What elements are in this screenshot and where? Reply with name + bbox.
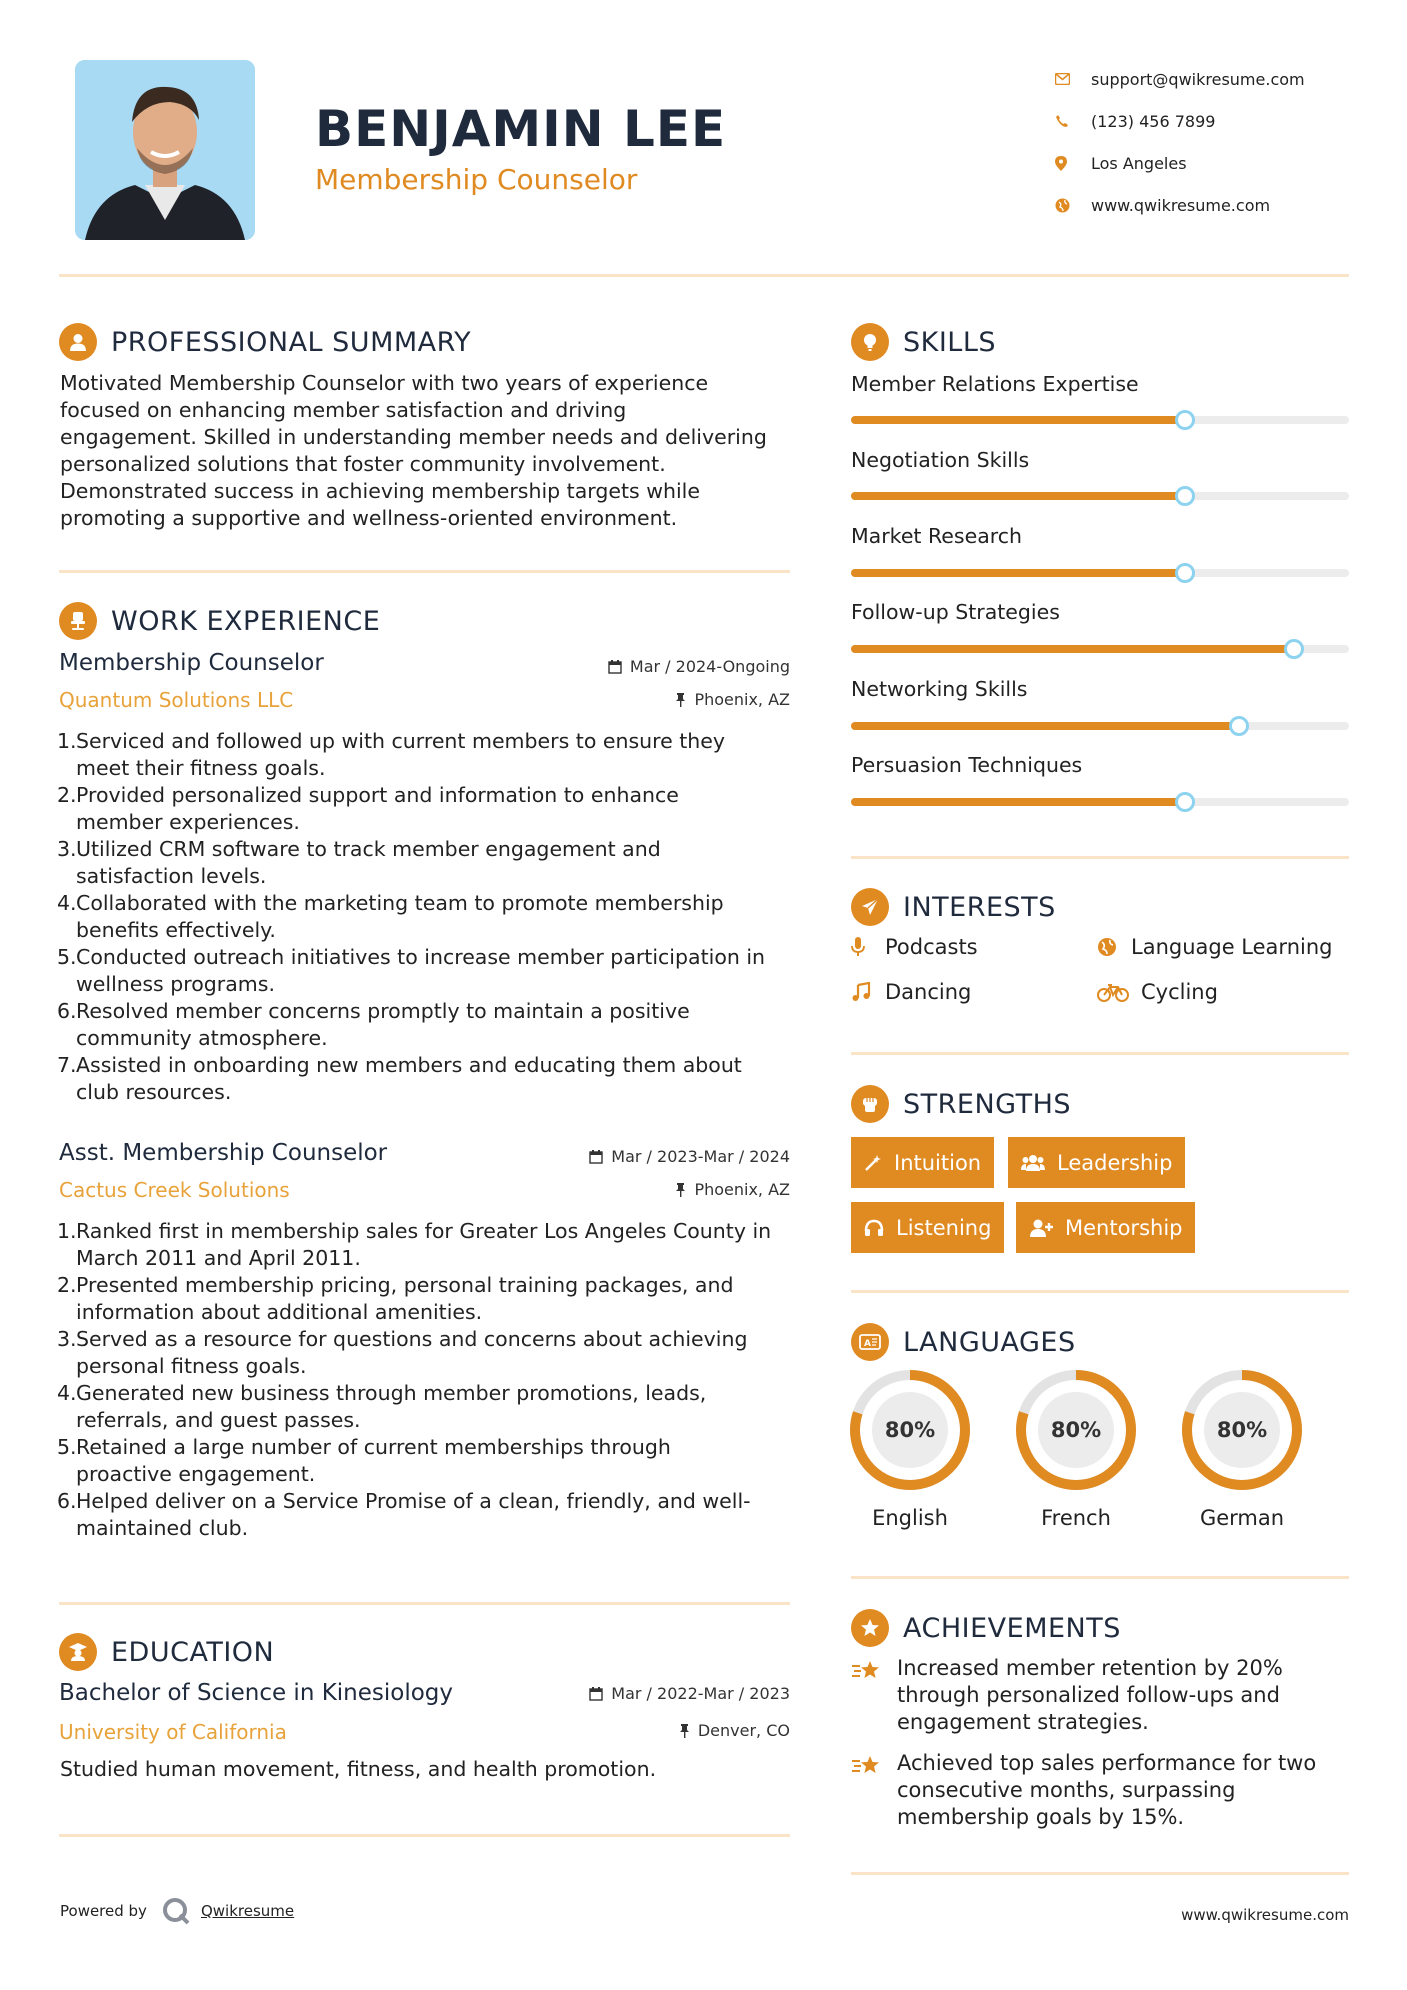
language-name: English bbox=[872, 1506, 948, 1530]
list-item: 3. Utilized CRM software to track member engagement and satisfaction levels. bbox=[57, 837, 661, 888]
music-note-icon bbox=[851, 982, 885, 1002]
achievement-line: Achieved top sales performance for two bbox=[897, 1751, 1317, 1775]
interest-item bbox=[1097, 935, 1332, 959]
bullet-line: personal fitness goals. bbox=[76, 1354, 307, 1378]
skill-fill bbox=[851, 569, 1185, 577]
list-item: 2. Provided personalized support and information to enhance member experiences. bbox=[57, 783, 679, 834]
bullet-line: club resources. bbox=[76, 1080, 232, 1104]
skill-name: Follow-up Strategies bbox=[851, 600, 1060, 624]
contact-email-text: support@qwikresume.com bbox=[1091, 69, 1305, 89]
skill-name: Market Research bbox=[851, 524, 1023, 548]
job-location-text: Phoenix, AZ bbox=[694, 1180, 790, 1199]
list-item: 4. Generated new business through member promotions, leads, referrals, and guest passes. bbox=[57, 1381, 707, 1432]
bullet-line: meet their fitness goals. bbox=[76, 756, 326, 780]
bullet-line: benefits effectively. bbox=[76, 918, 276, 942]
list-item: 6. Resolved member concerns promptly to maintain a positive community atmosphere. bbox=[57, 999, 690, 1050]
interest-item bbox=[851, 935, 978, 959]
bullet-line: information about additional amenities. bbox=[76, 1300, 483, 1324]
fist-icon bbox=[851, 1085, 889, 1123]
pushpin-icon bbox=[679, 1724, 690, 1738]
bullet-line: member experiences. bbox=[76, 810, 300, 834]
list-item: 6. Helped deliver on a Service Promise of a clean, friendly, and well- maintained club. bbox=[57, 1489, 751, 1540]
contact-location-text: Los Angeles bbox=[1091, 153, 1187, 173]
education-location bbox=[490, 1721, 790, 1740]
summary-line: engagement. Skilled in understanding member needs and delivering bbox=[60, 425, 767, 449]
calendar-icon bbox=[589, 1150, 603, 1164]
education-date-text: Mar / 2022-Mar / 2023 bbox=[611, 1684, 790, 1703]
skill-knob bbox=[1229, 716, 1249, 736]
skill-name: Persuasion Techniques bbox=[851, 753, 1083, 777]
bullet-line: Helped deliver on a Service Promise of a clean, friendly, and well- bbox=[76, 1489, 751, 1513]
list-item: 4. Collaborated with the marketing team to promote membership benefits effectively. bbox=[57, 891, 724, 942]
job-date-text: Mar / 2023-Mar / 2024 bbox=[611, 1147, 790, 1166]
strength-badge bbox=[1008, 1137, 1185, 1188]
skill-name: Member Relations Expertise bbox=[851, 372, 1139, 396]
summary-line: Motivated Membership Counselor with two years of experience bbox=[60, 371, 709, 395]
interests-title: INTERESTS bbox=[903, 891, 1056, 923]
header-divider bbox=[59, 274, 1349, 277]
education-header bbox=[59, 1633, 274, 1671]
contact-website-text: www.qwikresume.com bbox=[1091, 195, 1271, 215]
skill-fill bbox=[851, 722, 1239, 730]
achievement-line: engagement strategies. bbox=[897, 1710, 1149, 1734]
user-icon bbox=[59, 323, 97, 361]
job-company: Quantum Solutions LLC bbox=[59, 688, 294, 712]
globe-icon bbox=[1055, 198, 1091, 213]
skill-knob bbox=[1175, 563, 1195, 583]
skill-bar bbox=[851, 569, 1349, 577]
job-title: Membership Counselor bbox=[59, 650, 324, 676]
bullet-line: Generated new business through member promotions, leads, bbox=[76, 1381, 707, 1405]
bullet-line: Serviced and followed up with current members to ensure they bbox=[76, 729, 726, 753]
pushpin-icon bbox=[675, 693, 686, 707]
languages-header bbox=[851, 1323, 1076, 1361]
strengths-title: STRENGTHS bbox=[903, 1088, 1072, 1120]
language-name: French bbox=[1041, 1506, 1111, 1530]
user-plus-icon bbox=[1029, 1219, 1053, 1237]
strengths-header bbox=[851, 1085, 1071, 1123]
skill-fill bbox=[851, 645, 1294, 653]
bicycle-icon bbox=[1097, 982, 1141, 1002]
skill-bar bbox=[851, 645, 1349, 653]
bullet-line: Utilized CRM software to track member engagement and bbox=[76, 837, 661, 861]
bullet-line: wellness programs. bbox=[76, 972, 275, 996]
summary-line: personalized solutions that foster community involvement. bbox=[60, 452, 666, 476]
interest-label: Cycling bbox=[1141, 980, 1218, 1004]
candidate-role: Membership Counselor bbox=[315, 163, 638, 196]
skill-bar bbox=[851, 798, 1349, 806]
phone-icon bbox=[1055, 114, 1091, 128]
footer-powered-by bbox=[60, 1896, 294, 1926]
job-bullets bbox=[57, 1218, 797, 1542]
contact-location bbox=[1055, 142, 1355, 184]
language-percent: 80% bbox=[1216, 1418, 1268, 1442]
strength-label: Intuition bbox=[894, 1150, 982, 1175]
skill-fill bbox=[851, 492, 1185, 500]
strength-label: Leadership bbox=[1057, 1150, 1173, 1175]
mail-icon bbox=[1055, 73, 1091, 85]
bullet-line: referrals, and guest passes. bbox=[76, 1408, 361, 1432]
school-name: University of California bbox=[59, 1720, 287, 1744]
shooting-star-icon bbox=[851, 1750, 897, 1831]
summary-divider bbox=[59, 570, 790, 573]
skill-knob bbox=[1175, 410, 1195, 430]
language-name: German bbox=[1199, 1506, 1285, 1530]
work-header bbox=[59, 602, 380, 640]
education-title: EDUCATION bbox=[111, 1636, 275, 1668]
summary-header bbox=[59, 323, 471, 361]
skill-fill bbox=[851, 416, 1185, 424]
bullet-line: Served as a resource for questions and concerns about achieving bbox=[76, 1327, 748, 1351]
list-item: 7. Assisted in onboarding new members and educating them about club resources. bbox=[57, 1053, 742, 1104]
skills-title: SKILLS bbox=[903, 326, 997, 358]
education-location-text: Denver, CO bbox=[697, 1721, 790, 1740]
globe-icon bbox=[1097, 937, 1131, 957]
skill-knob bbox=[1175, 792, 1195, 812]
headphones-icon bbox=[864, 1219, 884, 1237]
interests-header bbox=[851, 888, 1056, 926]
list-item: 3. Served as a resource for questions and concerns about achieving personal fitness goals. bbox=[57, 1327, 748, 1378]
bullet-line: proactive engagement. bbox=[76, 1462, 316, 1486]
achievement-line: membership goals by 15%. bbox=[897, 1805, 1185, 1829]
bullet-line: Presented membership pricing, personal training packages, and bbox=[76, 1273, 734, 1297]
skill-fill bbox=[851, 798, 1185, 806]
job-location bbox=[490, 690, 790, 709]
language-item bbox=[1011, 1368, 1141, 1530]
contact-email[interactable] bbox=[1055, 58, 1355, 100]
bullet-line: maintained club. bbox=[76, 1516, 249, 1540]
bullet-line: Resolved member concerns promptly to maintain a positive bbox=[76, 999, 690, 1023]
strength-label: Mentorship bbox=[1065, 1215, 1183, 1240]
languages-title: LANGUAGES bbox=[903, 1326, 1076, 1358]
shooting-star-icon bbox=[851, 1655, 897, 1736]
users-icon bbox=[1021, 1154, 1045, 1172]
summary-line: promoting a supportive and wellness-oriented environment. bbox=[60, 506, 678, 530]
skills-divider bbox=[851, 856, 1349, 859]
list-item: 5. Retained a large number of current memberships through proactive engagement. bbox=[57, 1435, 671, 1486]
interest-item bbox=[851, 980, 971, 1004]
paper-plane-icon bbox=[851, 888, 889, 926]
job-bullets bbox=[57, 728, 797, 1106]
lightbulb-icon bbox=[851, 323, 889, 361]
achievements-divider bbox=[851, 1872, 1349, 1875]
microphone-icon bbox=[851, 937, 885, 957]
graduate-icon bbox=[59, 1633, 97, 1671]
candidate-name: BENJAMIN LEE bbox=[315, 100, 727, 158]
language-item bbox=[845, 1368, 975, 1530]
education-divider bbox=[59, 1834, 790, 1837]
skill-bar bbox=[851, 416, 1349, 424]
language-percent: 80% bbox=[884, 1418, 936, 1442]
education-description: Studied human movement, fitness, and health promotion. bbox=[60, 1757, 657, 1781]
interests-divider bbox=[851, 1052, 1349, 1055]
work-divider bbox=[59, 1602, 790, 1605]
strength-badge bbox=[851, 1202, 1004, 1253]
magic-wand-icon bbox=[864, 1154, 882, 1172]
list-item: 5. Conducted outreach initiatives to increase member participation in wellness programs. bbox=[57, 945, 766, 996]
list-item: 1. Ranked first in membership sales for Greater Los Angeles County in March 2011 and April 2011. bbox=[57, 1219, 772, 1270]
summary-title: PROFESSIONAL SUMMARY bbox=[111, 326, 472, 358]
job-location-text: Phoenix, AZ bbox=[694, 690, 790, 709]
strength-badge bbox=[1016, 1202, 1195, 1253]
strength-label: Listening bbox=[896, 1215, 992, 1240]
bullet-line: Provided personalized support and information to enhance bbox=[76, 783, 679, 807]
job-date-text: Mar / 2024-Ongoing bbox=[629, 657, 790, 676]
star-badge-icon bbox=[851, 1609, 889, 1647]
summary-text bbox=[60, 370, 800, 532]
list-item: 1. Serviced and followed up with current members to ensure they meet their fitness goals. bbox=[57, 729, 726, 780]
chair-icon bbox=[59, 602, 97, 640]
achievements-header bbox=[851, 1609, 1121, 1647]
job-date bbox=[490, 1147, 790, 1166]
profile-photo bbox=[75, 60, 255, 240]
strength-badge bbox=[851, 1137, 994, 1188]
languages-divider bbox=[851, 1576, 1349, 1579]
achievement-item bbox=[851, 1750, 1351, 1831]
calendar-icon bbox=[608, 660, 622, 674]
achievement-line: Increased member retention by 20% bbox=[897, 1656, 1283, 1680]
bullet-line: Collaborated with the marketing team to promote membership bbox=[76, 891, 724, 915]
qwikresume-link[interactable]: Qwikresume bbox=[200, 1902, 295, 1920]
job-date bbox=[490, 657, 790, 676]
education-date bbox=[490, 1684, 790, 1703]
contact-list bbox=[1055, 58, 1355, 226]
summary-line: Demonstrated success in achieving membership targets while bbox=[60, 479, 700, 503]
calendar-icon bbox=[589, 1687, 603, 1701]
bullet-line: community atmosphere. bbox=[76, 1026, 328, 1050]
interest-item bbox=[1097, 980, 1218, 1004]
bullet-line: Retained a large number of current memberships through bbox=[76, 1435, 671, 1459]
achievement-item bbox=[851, 1655, 1351, 1736]
bullet-line: Assisted in onboarding new members and educating them about bbox=[76, 1053, 742, 1077]
bullet-line: satisfaction levels. bbox=[76, 864, 267, 888]
footer-website[interactable]: www.qwikresume.com bbox=[1181, 1906, 1349, 1924]
bullet-line: March 2011 and April 2011. bbox=[76, 1246, 361, 1270]
skill-knob bbox=[1175, 486, 1195, 506]
strengths-divider bbox=[851, 1290, 1349, 1293]
contact-website[interactable] bbox=[1055, 184, 1355, 226]
svg-text:A: A bbox=[864, 1339, 871, 1349]
achievement-line: consecutive months, surpassing bbox=[897, 1778, 1236, 1802]
skill-knob bbox=[1284, 639, 1304, 659]
degree-title: Bachelor of Science in Kinesiology bbox=[59, 1680, 454, 1706]
skills-header bbox=[851, 323, 996, 361]
language-percent: 80% bbox=[1050, 1418, 1102, 1442]
powered-by-text: Powered by bbox=[60, 1902, 147, 1920]
achievements-title: ACHIEVEMENTS bbox=[903, 1612, 1121, 1644]
language-card-icon bbox=[851, 1323, 889, 1361]
location-pin-icon bbox=[1055, 156, 1091, 171]
bullet-line: Conducted outreach initiatives to increase member participation in bbox=[76, 945, 766, 969]
bullet-line: Ranked first in membership sales for Greater Los Angeles County in bbox=[76, 1219, 772, 1243]
contact-phone[interactable] bbox=[1055, 100, 1355, 142]
interest-label: Language Learning bbox=[1131, 935, 1333, 959]
job-location bbox=[490, 1180, 790, 1199]
pushpin-icon bbox=[675, 1183, 686, 1197]
interest-label: Dancing bbox=[885, 980, 972, 1004]
skill-name: Networking Skills bbox=[851, 677, 1028, 701]
skill-bar bbox=[851, 722, 1349, 730]
interest-label: Podcasts bbox=[885, 935, 978, 959]
summary-line: focused on enhancing member satisfaction and driving bbox=[60, 398, 627, 422]
qwikresume-logo-icon bbox=[161, 1896, 191, 1926]
list-item: 2. Presented membership pricing, personal training packages, and information about additional amenities. bbox=[57, 1273, 734, 1324]
achievement-line: through personalized follow-ups and bbox=[897, 1683, 1280, 1707]
contact-phone-text: (123) 456 7899 bbox=[1091, 111, 1216, 131]
skill-name: Negotiation Skills bbox=[851, 448, 1030, 472]
job-company: Cactus Creek Solutions bbox=[59, 1178, 290, 1202]
work-title: WORK EXPERIENCE bbox=[111, 605, 381, 637]
job-title: Asst. Membership Counselor bbox=[59, 1140, 388, 1166]
skill-bar bbox=[851, 492, 1349, 500]
language-item bbox=[1177, 1368, 1307, 1530]
